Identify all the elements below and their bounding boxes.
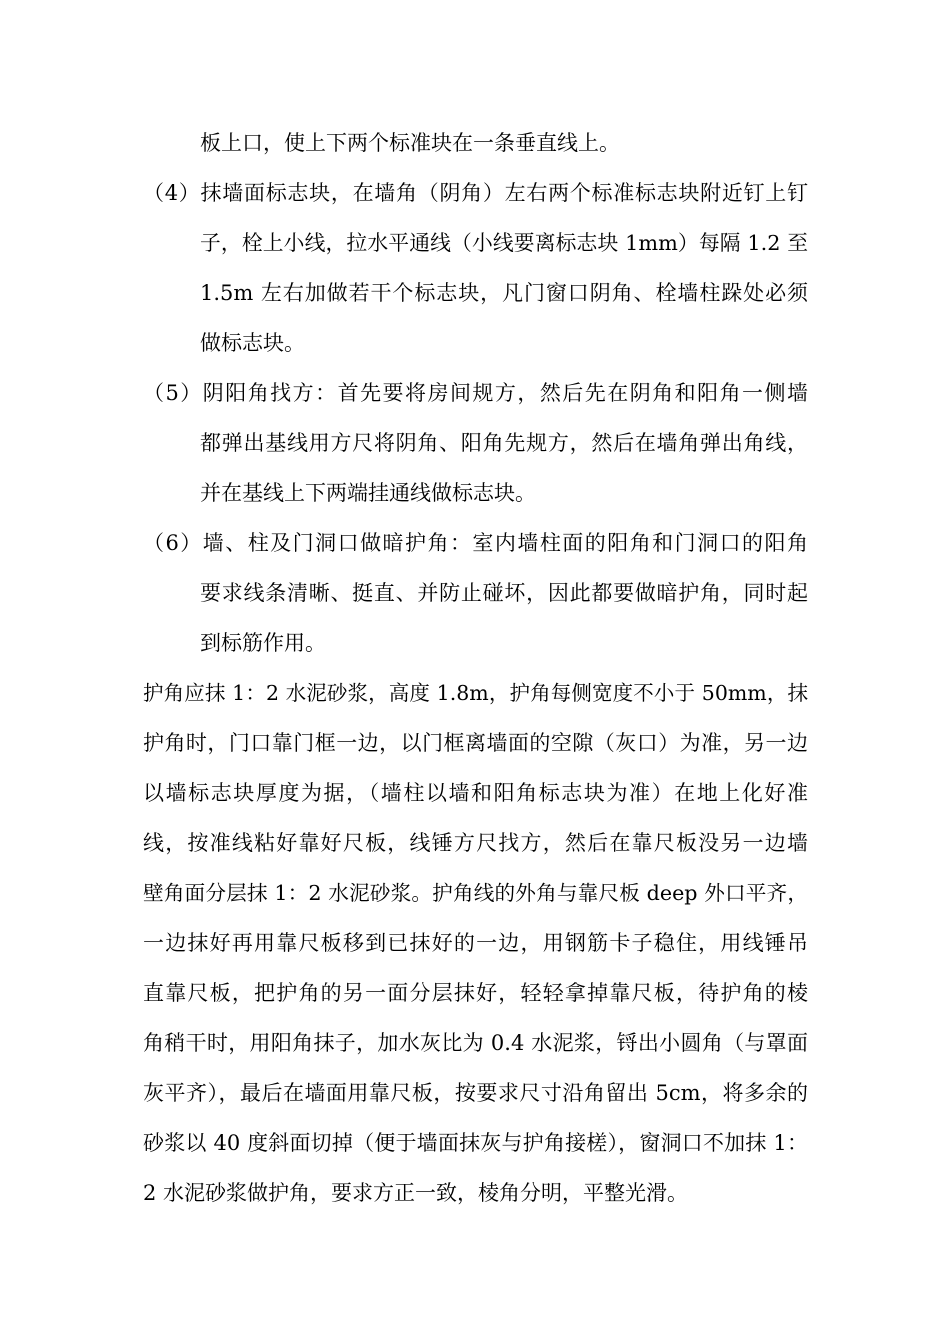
text-line-1: 板上口，使上下两个标准块在一条垂直线上。 — [200, 131, 620, 155]
document-body — [143, 118, 808, 1218]
text-line-10: 要求线条清晰、挺直、并防止碰坏，因此都要做暗护角，同时起 — [200, 581, 808, 605]
text-line-4: 1.5m 左右加做若干个标志块，凡门窗口阴角、栓墙柱跺处必须 — [200, 281, 808, 305]
text-line-8: 并在基线上下两端挂通线做标志块。 — [200, 481, 536, 505]
text-line-9: （6）墙、柱及门洞口做暗护角：室内墙柱面的阳角和门洞口的阳角 — [143, 531, 808, 555]
text-line-20: 灰平齐），最后在墙面用靠尺板，按要求尺寸沿角留出 5cm，将多余的 — [143, 1081, 808, 1105]
text-line-11: 到标筋作用。 — [200, 631, 326, 655]
text-line-22: 2 水泥砂浆做护角，要求方正一致，棱角分明，平整光滑。 — [143, 1181, 689, 1205]
text-line-13: 护角时，门口靠门框一边，以门框离墙面的空隙（灰口）为准，另一边 — [143, 731, 808, 755]
text-line-7: 都弹出基线用方尺将阴角、阳角先规方，然后在墙角弹出角线， — [200, 431, 808, 455]
text-line-2: （4）抹墙面标志块，在墙角（阴角）左右两个标准标志块附近钉上钉 — [143, 181, 808, 205]
text-line-15: 线，按准线粘好靠好尺板，线锤方尺找方，然后在靠尺板没另一边墙 — [143, 831, 808, 855]
text-line-19: 角稍干时，用阳角抹子，加水灰比为 0.4 水泥浆，锊出小圆角（与罩面 — [143, 1031, 808, 1055]
text-line-5: 做标志块。 — [200, 331, 305, 355]
text-line-14: 以墙标志块厚度为据，（墙柱以墙和阳角标志块为准）在地上化好准 — [143, 781, 808, 805]
text-line-16: 壁角面分层抹 1：2 水泥砂浆。护角线的外角与靠尺板 deep 外口平齐， — [143, 881, 808, 905]
text-line-6: （5）阴阳角找方：首先要将房间规方，然后先在阴角和阳角一侧墙 — [143, 381, 808, 405]
text-line-21: 砂浆以 40 度斜面切掉（便于墙面抹灰与护角接槎），窗洞口不加抹 1： — [143, 1131, 808, 1155]
text-line-12: 护角应抹 1：2 水泥砂浆，高度 1.8m，护角每侧宽度不小于 50mm，抹 — [143, 681, 808, 705]
text-line-18: 直靠尺板，把护角的另一面分层抹好，轻轻拿掉靠尺板，待护角的棱 — [143, 981, 808, 1005]
text-line-17: 一边抹好再用靠尺板移到已抹好的一边，用钢筋卡子稳住，用线锤吊 — [143, 931, 808, 955]
text-line-3: 子，栓上小线，拉水平通线（小线要离标志块 1mm）每隔 1.2 至 — [200, 231, 808, 255]
